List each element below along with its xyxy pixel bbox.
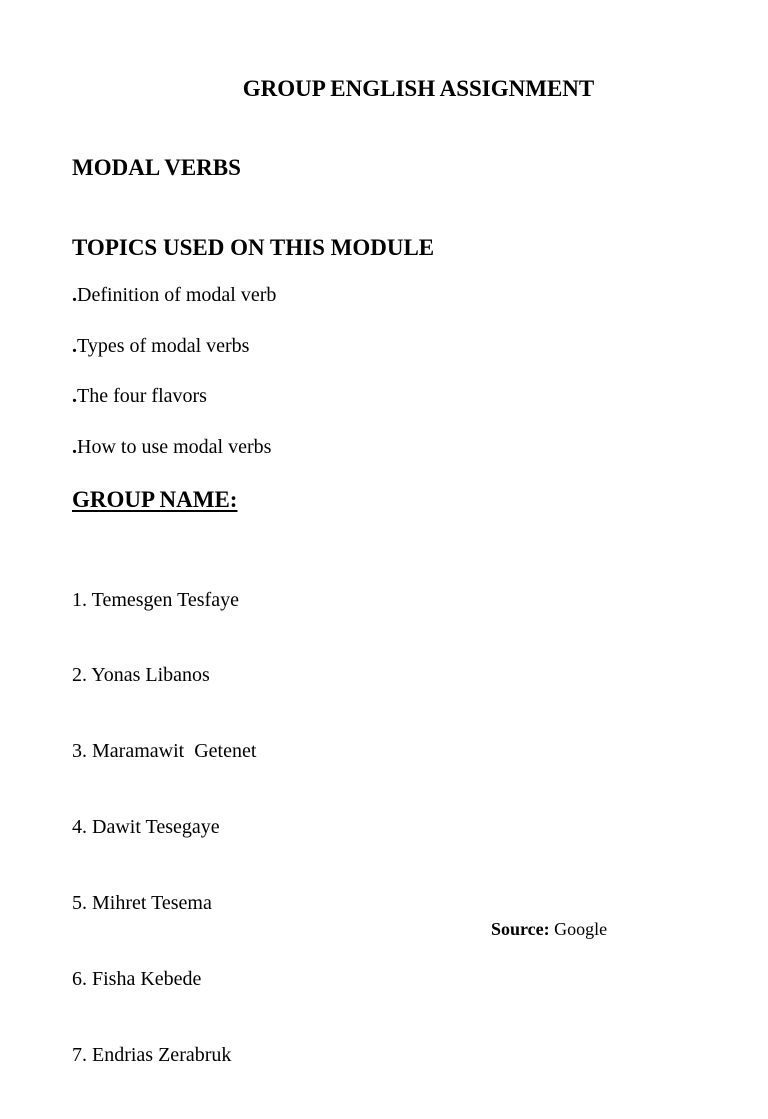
source-value: Google [554, 919, 608, 939]
topic-bullet: . [72, 335, 77, 357]
member-item: 3. Maramawit Getenet [72, 740, 257, 763]
member-item: 5. Mihret Tesema [72, 892, 212, 915]
subject-heading: MODAL VERBS [72, 155, 241, 180]
member-item: 2. Yonas Libanos [72, 664, 210, 687]
document-title: GROUP ENGLISH ASSIGNMENT [242, 76, 595, 101]
topic-item [72, 434, 271, 460]
topic-item [72, 383, 207, 409]
topic-bullet: . [72, 436, 77, 458]
source-line [491, 917, 607, 941]
topic-label: How to use modal verbs [77, 436, 272, 458]
topic-label: Definition of modal verb [77, 284, 277, 306]
member-item: 1. Temesgen Tesfaye [72, 588, 239, 611]
member-item: 4. Dawit Tesegaye [72, 816, 220, 839]
group-name-heading: GROUP NAME: [72, 487, 238, 512]
source-label: Source: [491, 919, 550, 939]
topic-label: The four flavors [77, 385, 207, 407]
topics-heading: TOPICS USED ON THIS MODULE [72, 235, 435, 260]
topic-item [72, 282, 276, 308]
topic-label: Types of modal verbs [77, 335, 250, 357]
member-item: 7. Endrias Zerabruk [72, 1043, 232, 1066]
topic-item [72, 333, 249, 359]
topic-bullet: . [72, 284, 77, 306]
member-list [72, 537, 256, 1119]
topic-bullet: . [72, 385, 77, 407]
member-item: 6. Fisha Kebede [72, 968, 202, 991]
